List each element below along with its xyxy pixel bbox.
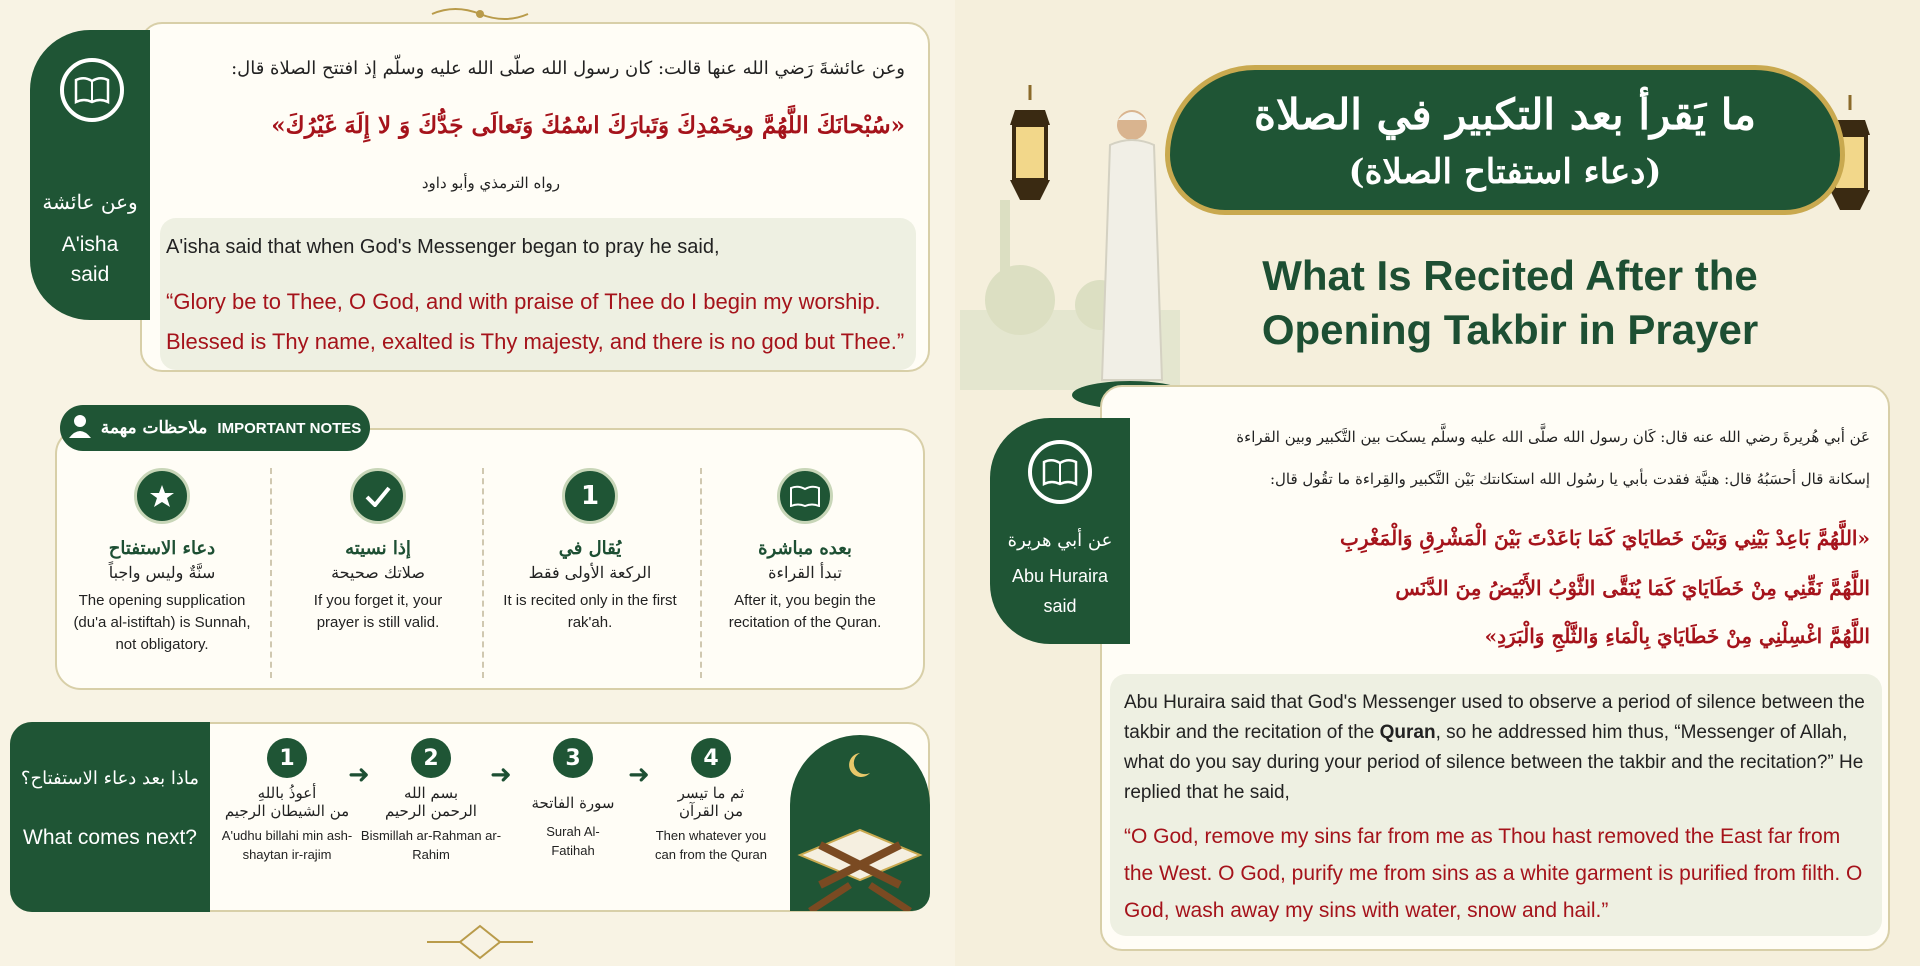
note-sub-ar: الركعة الأولى فقط: [528, 563, 652, 582]
hur-intro-en: [1124, 688, 1874, 808]
hur-intro-en-b: , so he addressed him thus, “Messenger of Allah, what do you say during your period of silence between the takbir and the recitation?” He replied that he said,: [1124, 722, 1864, 803]
title-banner: [1165, 65, 1845, 215]
step-en: Bismillah ar-Rahman ar-Rahim: [360, 828, 502, 862]
aisha-tab-ar: وعن عائشة: [42, 190, 138, 214]
hur-tab-ar: عن أبي هريرة: [1007, 530, 1113, 551]
note-item: [490, 468, 690, 634]
lantern-left: [1000, 85, 1060, 215]
hur-intro-en-a: Abu Huraira said that God's Messenger used to observe a period of silence between the takbir and the recitation of the: [1124, 692, 1865, 743]
note-title-ar: إذا نسيته: [345, 538, 411, 559]
title-en-line1: What Is Recited After the: [1262, 252, 1758, 299]
step-ar2: الرحمن الرحيم: [385, 802, 477, 820]
title-en-line2: Opening Takbir in Prayer: [1261, 306, 1759, 353]
note-title-ar: يُقال في: [558, 538, 622, 559]
hur-dua-ar1: «اللَّهُمَّ بَاعِدْ بَيْنِي وَبَيْنَ خَطايَايَ كَمَا بَاعَدْتَ بَيْنَ الْمَشْرِقِ وَالْمَغْرِبِ: [1340, 526, 1870, 550]
note-item: [278, 468, 478, 634]
next-step-item: [498, 738, 648, 860]
important-notes-tag: [60, 405, 370, 451]
note-title-ar: بعده مباشرة: [758, 538, 852, 559]
notes-divider: [270, 468, 272, 678]
hur-dua-ar2: اللَّهُمَّ نَقِّنِي مِنْ خَطَايَايَ كَمَا يُنَقَّى الثَّوْبُ الأَبْيَضُ مِنَ الدَّنَس: [1395, 576, 1870, 600]
note-sub-ar: صلاتك صحيحة: [331, 563, 425, 582]
ornament-icon: [430, 6, 530, 22]
notes-divider: [700, 468, 702, 678]
aisha-tab-en: A'isha said: [61, 233, 119, 286]
step-number-badge: 4: [691, 738, 731, 778]
note-text-en: It is recited only in the first rak'ah.: [503, 592, 677, 631]
notes-tag-en: IMPORTANT NOTES: [217, 419, 362, 437]
person-icon: [69, 414, 91, 442]
next-question-en: What comes next?: [23, 826, 197, 849]
top-ornament: [430, 6, 530, 22]
aisha-intro-en: A'isha said that when God's Messenger began to pray he said,: [166, 236, 720, 258]
book-icon: [777, 468, 833, 524]
arrow-right-icon: ➜: [628, 760, 650, 790]
note-text-en: After it, you begin the recitation of the Quran.: [728, 592, 882, 631]
hur-quote-en: “O God, remove my sins far from me as Thou hast removed the East far from the West. O God, purify me from sins as a white garment is purified from filth. O God, wash away my sins with water, snow and hail.”: [1124, 825, 1863, 922]
aisha-tab: [30, 30, 150, 320]
hur-intro-en-bold: Quran: [1379, 722, 1436, 743]
note-sub-ar: سنَّةٌ وليس واجباً: [108, 563, 216, 582]
arrow-right-icon: ➜: [348, 760, 370, 790]
note-text-en: The opening supplication (du'a al-istiftah) is Sunnah, not obligatory.: [73, 592, 251, 653]
notes-tag-ar: ملاحظات مهمة: [100, 418, 208, 438]
hur-tab-en2: said: [1043, 596, 1077, 616]
next-step-item: [212, 738, 362, 864]
step-en: A'udhu billahi min ash-shaytan ir-rajim: [221, 828, 353, 862]
notes-divider: [482, 468, 484, 678]
next-question-ar: ماذا بعد دعاء الاستفتاح؟: [20, 768, 200, 789]
hur-narration-ar1: عَن أبي هُريرةَ رضي الله عنه قال: كَان رسول الله صلَّى الله عليه وسلَّم يسكت بين التَّكبير وبين القراءة: [1236, 428, 1870, 446]
next-step-item: [356, 738, 506, 864]
note-sub-ar: تبدأ القراءة: [768, 563, 842, 582]
book-icon: [60, 58, 124, 122]
step-ar1: ثم ما تيسر: [677, 784, 745, 802]
note-title-ar: دعاء الاستفتاح: [108, 538, 216, 559]
step-number-badge: 2: [411, 738, 451, 778]
step-number-badge: 1: [267, 738, 307, 778]
aisha-dua-ar: «سُبْحانَكَ اللَّهُمَّ وبِحَمْدِكَ وَتَبارَكَ اسْمُكَ وَتَعالَى جَدُّكَ وَ لا إِلَهَ غَيْرُكَ»: [271, 112, 905, 139]
hur-narration-ar2: إسكانة قال أحسَبُهُ قال: هنيَّة فقدت بأبي يا رسُول الله استكانتك بَيْن التَّكبير والقِراءة ما تقُول قال:: [1269, 470, 1870, 488]
hur-dua-ar3: اللَّهُمَّ اغْسِلْنِي مِنْ خَطَايَايَ بِالْمَاءِ وَالثَّلْجِ وَالْبَرَدِ»: [1484, 624, 1870, 648]
note-text-en: If you forget it, your prayer is still valid.: [313, 592, 443, 631]
hur-tab-en1: Abu Huraira: [1011, 566, 1109, 586]
what-comes-next-tab: [10, 722, 210, 912]
step-en: Surah Al-Fatihah: [546, 824, 600, 858]
star-icon: [134, 468, 190, 524]
title-ar-line1: ما يَقرأ بعد التكبير في الصلاة: [1253, 90, 1757, 139]
check-icon: [350, 468, 406, 524]
quran-on-stand-icon: [790, 735, 930, 911]
title-ar-line2: (دعاء استفتاح الصلاة): [1348, 152, 1662, 192]
step-en: Then whatever you can from the Quran: [655, 828, 767, 862]
aisha-source-ar: رواه الترمذي وأبو داود: [421, 174, 560, 192]
aisha-narration-ar: وعن عائشةَ رَضي الله عنها قالت: كان رسول الله صلّى الله عليه وسلّم إذ افتتح الصلاة قال:: [231, 58, 905, 79]
step-ar1: أعوذُ باللهِ: [257, 784, 317, 802]
aisha-quote-en: “Glory be to Thee, O God, and with praise of Thee do I begin my worship. Blessed is Thy name, exalted is Thy majesty, and there is no god but Thee.”: [166, 289, 905, 354]
abu-huraira-tab: [990, 418, 1130, 644]
next-step-item: [636, 738, 786, 864]
note-item: [705, 468, 905, 634]
step-number-badge: 3: [553, 738, 593, 778]
lantern-icon: [1000, 85, 1060, 215]
step-ar2: من الشيطان الرجيم: [224, 802, 350, 820]
step-ar1: بسم الله: [403, 784, 459, 802]
step-ar2: من القرآن: [678, 802, 743, 820]
number-one-icon: 1: [562, 468, 618, 524]
book-icon: [1028, 440, 1092, 504]
note-item: [62, 468, 262, 656]
arrow-right-icon: ➜: [490, 760, 512, 790]
bottom-ornament: [425, 924, 535, 960]
step-ar1: سورة الفاتحة: [531, 794, 615, 812]
quran-stand-illustration: [790, 735, 930, 911]
